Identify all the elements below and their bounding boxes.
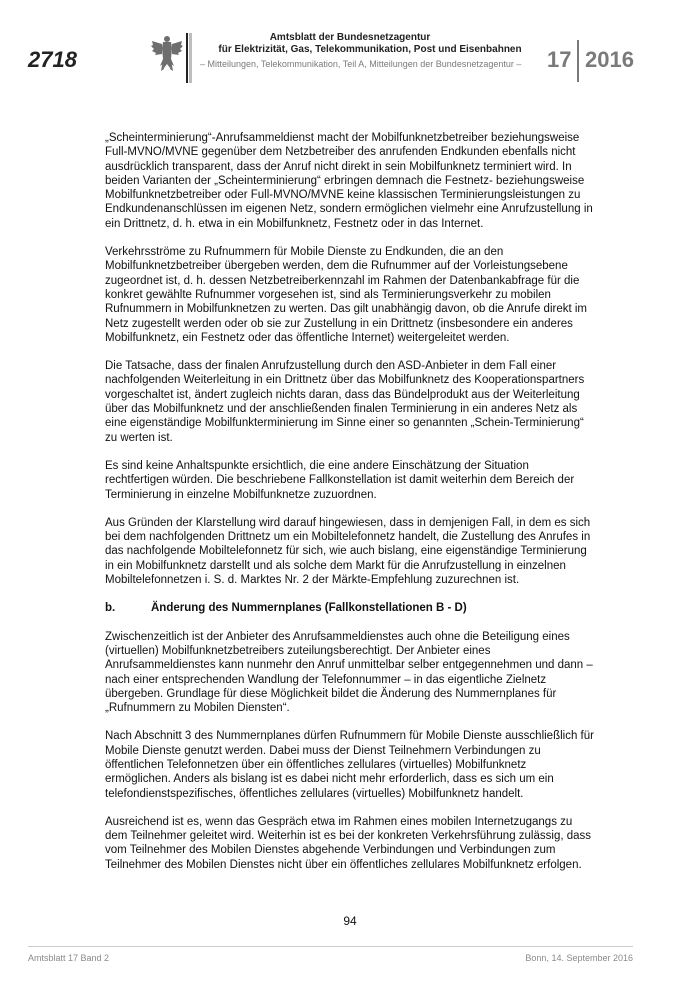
footer-publication: Amtsblatt 17 Band 2 [28,953,110,963]
paragraph-6: Zwischenzeitlich ist der Anbieter des Anrufsammeldienstes auch ohne die Beteiligung eines (virtuellen) Mobilfunknetzbetreibers zuteilungsberechtigt. Der Anbieter eines Anrufsammeldienstes kann nunmehr den Anruf unmittelbar selber entgegennehmen und dann – nach einer entsprechenden Wandlung der Telefonnummer – in das eigentliche Zielnetz übergeben. Grundlage für diese Möglichkeit bildet die Änderung des Nummernplanes für „Rufnummern zu Mobilen Diensten“. [105,630,593,715]
footer-date: Bonn, 14. September 2016 [525,953,633,963]
page-header [0,0,700,90]
paragraph-2: Verkehrsströme zu Rufnummern für Mobile Dienste zu Endkunden, die an den Mobilfunknetzbetreiber übergeben werden, dem die Rufnummer auf der Vorleistungsebene zugeordnet ist, d. h. dessen Netzbetreiberkennzahl im Rahmen der Datenbankabfrage für die konkret gewählte Rufnummer vorgesehen ist, sind als Terminierungsverkehr zu mobilen Rufnummern in Mobilfunknetzen zu werten. Das gilt unabhängig davon, ob die Anrufe direkt im Netz zugestellt werden oder ob sie zur Zustellung in ein Drittnetz (insbesondere ein anderes Mobilfunknetz, ein Festnetz oder das öffentliche Internet) weitergeleitet werden. [105,246,587,344]
paragraph-5: Aus Gründen der Klarstellung wird darauf hingewiesen, dass in demjenigen Fall, in dem es sich bei dem nachfolgenden Drittnetz um ein Mobiltelefonnetz handelt, die Zustellung des Anrufes in das nachfolgende Mobiltelefonnetz für sich, wie auch bislang, eine eigenständige Terminierung in ein Mobilfunknetz darstellt und als solche dem Markt für die Anrufzustellung in einzelnen Mobiltelefonnetzen i. S. d. Marktes Nr. 2 der Märkte-Empfehlung zuzurechnen ist. [105,516,591,587]
paragraph-4: Es sind keine Anhaltspunkte ersichtlich, die eine andere Einschätzung der Situation rechtfertigen würden. Die beschriebene Fallkonstellation ist damit weiterhin dem Bereich der Terminierung in einzelne Mobilfunknetze zuzuordnen. [105,459,575,501]
footer-divider [28,946,633,947]
header-divider-left [186,33,188,83]
paragraph-3: Die Tatsache, dass der finalen Anrufzustellung durch den ASD-Anbieter in dem Fall einer nachfolgenden Weiterleitung in ein Drittnetz über das Mobilfunknetz des Kooperationspartners vorgeschaltet ist, ändert zugleich nichts daran, dass das Bündelprodukt aus der Weiterleitung über das Mobilfunknetz und der anschließenden finalen Terminierung in ein anderes Netz als eine eigenständige Mobilfunkterminierung im Sinne einer so genannten „Schein-Terminierung“ zu werten ist. [105,360,585,444]
paragraph-7: Nach Abschnitt 3 des Nummernplanes dürfen Rufnummern für Mobile Dienste ausschließlich für Mobile Dienste genutzt werden. Dabei muss der Dienst Teilnehmern Verbindungen zu öffentlichen Telefonnetzen über ein öffentliches zellulares (virtuelles) Mobilfunknetz ermöglichen. Anders als bislang ist es dabei nicht mehr erforderlich, dass es sich um ein telefondienstspezifisches, öffentliches zellulares (virtuelles) Mobilfunknetz handelt. [105,730,594,800]
header-title-line1: Amtsblatt der Bundesnetzagentur [269,32,431,43]
document-body [105,131,595,886]
header-divider-left-grey [189,33,192,83]
header-title-line2: für Elektrizität, Gas, Telekommunikation, Post und Eisenbahnen [218,44,522,55]
paragraph-8: Ausreichend ist es, wenn das Gespräch etwa im Rahmen eines mobilen Internetzugangs zu dem Teilnehmer geleitet wird. Weiterhin ist es bei der konkreten Verkehrsführung zulässig, dass vom Teilnehmer des Mobilen Dienstes abgehende Verbindungen und Verbindungen zum Teilnehmer des Mobilen Dienstes nicht über ein öffentliches zellulares Mobilfunknetz erfolgen. [105,815,592,871]
header-subtitle: – Mitteilungen, Telekommunikation, Teil A, Mitteilungen der Bundesnetzagentur – [200,59,522,69]
header-divider-right [577,40,579,82]
header-year: 2016 [585,47,634,72]
section-heading-label: b. [105,602,116,615]
section-heading-text: Änderung des Nummernplanes (Fallkonstellationen B - D) [151,602,467,615]
header-page-number: 2718 [28,47,77,72]
header-issue-number: 17 [547,47,572,72]
federal-eagle-icon [150,34,184,72]
footer-page-number: 94 [343,914,357,928]
section-heading [105,601,595,615]
paragraph-1: „Scheinterminierung“-Anrufsammeldienst macht der Mobilfunknetzbetreiber beziehungsweise Full-MVNO/MVNE gegenüber dem Netzbetreiber des anrufenden Endkunden ebenfalls nicht ausdrücklich transparent, dass der Anruf nicht direkt in sein Mobilfunknetz terminiert wird. In beiden Varianten der „Scheinterminierung“ erbringen demnach die Festnetz- beziehungsweise Mobilfunknetzbetreiber oder Full-MVNO/MVNE keine klassischen Terminierungsleistungen zu Endkundenanschlüssen im eigenen Netz, sondern ermöglichen vielmehr eine Anrufzustellung in ein Drittnetz, d. h. etwa in ein Mobilfunknetz, Festnetz oder in das Internet. [105,132,593,230]
